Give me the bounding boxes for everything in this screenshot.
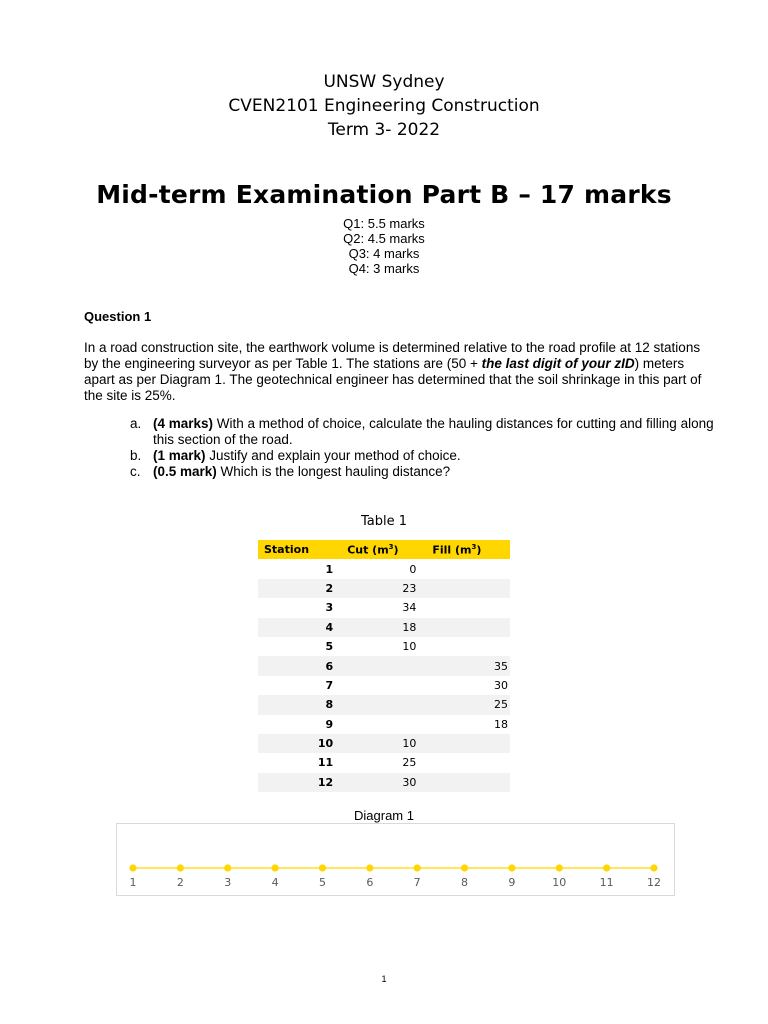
table-row — [258, 695, 510, 714]
station-marker — [603, 864, 610, 871]
station-cell: 8 — [258, 695, 337, 714]
header-station: Station — [258, 540, 337, 559]
station-marker — [129, 864, 136, 871]
subpart-text: Justify and explain your method of choice. — [205, 448, 461, 463]
station-label: 5 — [318, 876, 326, 889]
station-label: 9 — [508, 876, 516, 889]
cut-cell: 10 — [337, 734, 418, 753]
fill-cell — [418, 734, 510, 753]
station-marker — [224, 864, 231, 871]
station-label: 8 — [461, 876, 469, 889]
marks-breakdown — [0, 216, 768, 276]
document-header — [0, 70, 768, 142]
station-label: 12 — [647, 876, 661, 889]
station-marker — [177, 864, 184, 871]
fill-cell: 30 — [494, 678, 508, 692]
marks-line: Q1: 5.5 marks — [343, 216, 425, 231]
station-label: 10 — [552, 876, 567, 889]
station-label: 6 — [366, 876, 374, 889]
fill-cell: 35 — [418, 656, 510, 675]
cut-cell — [337, 656, 418, 675]
station-cell: 7 — [325, 678, 334, 692]
fill-cell: 25 — [418, 695, 510, 714]
station-cell: 12 — [258, 773, 337, 792]
cut-cell: 30 — [337, 773, 418, 792]
fill-cell — [418, 559, 510, 578]
station-marker — [556, 864, 563, 871]
station-cell: 6 — [258, 656, 337, 675]
station-cell: 10 — [258, 734, 337, 753]
subpart-label: c. — [130, 464, 141, 479]
cut-cell — [337, 715, 418, 734]
subpart-marks: (4 marks) — [153, 416, 214, 431]
table-row — [258, 579, 510, 598]
table-row — [258, 618, 510, 637]
subpart-marks: (0.5 mark) — [153, 464, 217, 479]
para-text: In a road construction site, the earthwork volume is determined relative to the road profile at 12 stations by the engineering surveyor as per Table 1. The stations are (50 + — [84, 340, 701, 371]
earthwork-table — [258, 540, 510, 792]
subpart-b — [84, 448, 724, 464]
cut-cell — [337, 676, 418, 695]
cut-cell: 18 — [337, 618, 418, 637]
fill-cell — [418, 637, 510, 656]
station-marker — [271, 864, 278, 871]
marks-line: Q4: 3 marks — [348, 261, 420, 276]
station-cell: 2 — [258, 579, 337, 598]
table-row — [258, 753, 510, 772]
subpart-label: a. — [130, 416, 142, 431]
exam-title: Mid-term Examination Part B – 17 marks — [96, 180, 672, 209]
station-marker — [366, 864, 373, 871]
station-label: 1 — [129, 876, 137, 889]
para-text: ) meters apart as per Diagram 1. The geotechnical engineer has determined that the soil shrinkage in this part of the site is 25%. — [84, 356, 702, 403]
diagram-caption: Diagram 1 — [354, 808, 414, 823]
station-label: 3 — [224, 876, 232, 889]
university-name: UNSW Sydney — [323, 72, 445, 92]
fill-cell — [418, 773, 510, 792]
station-cell: 5 — [325, 640, 334, 654]
fill-cell: 18 — [494, 717, 508, 731]
fill-cell — [418, 598, 510, 617]
table-row — [258, 598, 510, 617]
page-number: 1 — [381, 974, 387, 984]
station-label: 2 — [176, 876, 184, 889]
station-label: 4 — [271, 876, 279, 889]
station-cell: 3 — [325, 601, 334, 615]
station-line-chart — [117, 824, 674, 895]
subpart-c — [84, 464, 724, 480]
station-marker — [650, 864, 657, 871]
cut-cell: 10 — [402, 640, 417, 654]
cut-cell: 0 — [409, 562, 417, 576]
station-cell: 9 — [325, 717, 334, 731]
header-fill: Fill $(m^3)$ — [418, 540, 510, 559]
table-row — [258, 559, 510, 578]
fill-cell — [418, 753, 510, 772]
station-cell: 4 — [258, 618, 337, 637]
table-row — [258, 715, 510, 734]
table-row — [258, 676, 510, 695]
station-diagram — [116, 823, 675, 896]
station-label: 11 — [599, 876, 614, 889]
subpart-text: Which is the longest hauling distance? — [216, 464, 451, 479]
cut-cell: 25 — [402, 756, 417, 770]
station-marker — [508, 864, 515, 871]
marks-line: Q3: 4 marks — [348, 246, 420, 261]
course-name: CVEN2101 Engineering Construction — [228, 96, 540, 116]
cut-cell: 23 — [337, 579, 418, 598]
cut-cell — [337, 695, 418, 714]
table-caption: Table 1 — [360, 514, 408, 529]
station-marker — [414, 864, 421, 871]
station-label: 7 — [413, 876, 421, 889]
marks-line: Q2: 4.5 marks — [343, 231, 425, 246]
subpart-text: With a method of choice, calculate the hauling distances for cutting and filling along this section of the road. — [153, 416, 714, 447]
table-row — [258, 734, 510, 753]
subpart-marks: (1 mark) — [153, 448, 206, 463]
table-row — [258, 637, 510, 656]
table-row — [258, 656, 510, 675]
subpart-label: b. — [130, 448, 142, 463]
fill-cell — [418, 579, 510, 598]
station-marker — [319, 864, 326, 871]
question-paragraph — [84, 340, 704, 404]
cut-cell: 34 — [402, 601, 417, 615]
header-cut: Cut $(m^3)$ — [337, 540, 418, 559]
station-marker — [461, 864, 468, 871]
fill-cell — [418, 618, 510, 637]
question-heading: Question 1 — [84, 309, 152, 324]
station-cell: 1 — [325, 562, 334, 576]
para-emphasis: the last digit of your zID — [481, 356, 635, 371]
station-cell: 11 — [317, 756, 334, 770]
table-row — [258, 773, 510, 792]
term-label: Term 3- 2022 — [327, 120, 441, 140]
subpart-a — [84, 416, 724, 448]
